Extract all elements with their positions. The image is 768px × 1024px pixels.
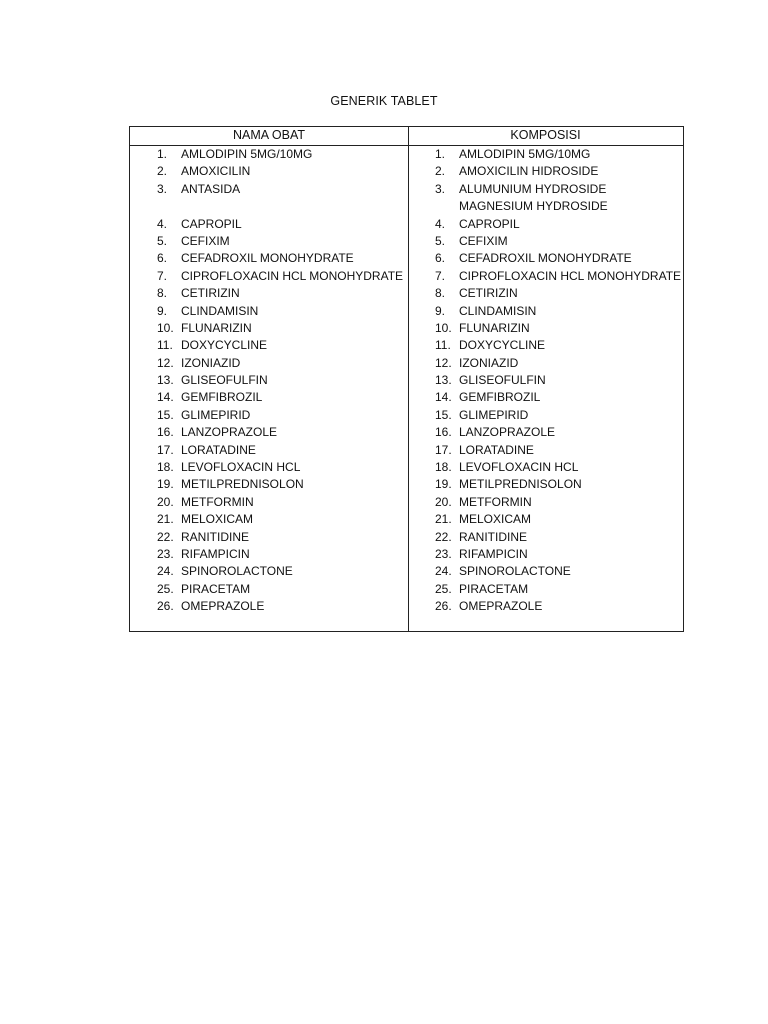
item-name: AMLODIPIN 5MG/10MG xyxy=(459,147,591,161)
list-item xyxy=(408,250,683,267)
item-name: LANZOPRAZOLE xyxy=(459,425,556,440)
list-item xyxy=(130,476,408,493)
list-item xyxy=(408,216,683,233)
item-number: 6. xyxy=(157,251,168,266)
item-number: 14. xyxy=(435,390,452,405)
item-number: 24. xyxy=(157,564,174,579)
item-name: MELOXICAM xyxy=(181,512,254,527)
item-name: AMLODIPIN 5MG/10MG xyxy=(181,147,313,161)
komposisi-list xyxy=(408,146,683,616)
item-name: SPINOROLACTONE xyxy=(181,564,293,579)
list-item xyxy=(408,459,683,476)
item-name: DOXYCYCLINE xyxy=(459,338,546,353)
item-number: 4. xyxy=(157,216,168,231)
header-komposisi: KOMPOSISI xyxy=(408,127,683,146)
item-number: 23. xyxy=(157,547,174,561)
item-number: 3. xyxy=(157,181,168,196)
item-name: CEFADROXIL MONOHYDRATE xyxy=(459,251,632,266)
column-komposisi xyxy=(408,127,683,631)
item-number: 19. xyxy=(157,477,174,492)
item-number: 12. xyxy=(157,355,174,370)
item-name: DOXYCYCLINE xyxy=(181,338,268,353)
item-name: FLUNARIZIN xyxy=(181,320,252,335)
item-number: 16. xyxy=(157,425,174,440)
item-number: 17. xyxy=(435,442,452,457)
item-number: 10. xyxy=(435,320,452,335)
item-name: METILPREDNISOLON xyxy=(181,477,304,492)
item-name: AMOXICILIN xyxy=(181,164,251,179)
list-item xyxy=(408,146,683,163)
list-item xyxy=(408,163,683,180)
item-name: GLIMEPIRID xyxy=(459,407,529,422)
item-name: ALUMUNIUM HYDROSIDE MAGNESIUM HYDROSIDE xyxy=(459,181,608,214)
list-item xyxy=(408,181,683,216)
list-item xyxy=(408,442,683,459)
item-number: 3. xyxy=(435,181,446,196)
list-item xyxy=(408,494,683,511)
item-name: CEFADROXIL MONOHYDRATE xyxy=(181,251,354,266)
item-name: LORATADINE xyxy=(181,442,256,457)
item-name: GLISEOFULFIN xyxy=(181,373,268,388)
item-number: 8. xyxy=(435,286,446,301)
item-number: 13. xyxy=(157,373,174,388)
item-name: IZONIAZID xyxy=(181,355,241,370)
item-name: OMEPRAZOLE xyxy=(459,599,543,614)
item-name: PIRACETAM xyxy=(459,581,529,596)
item-number: 16. xyxy=(435,425,452,440)
item-name: LEVOFLOXACIN HCL xyxy=(181,460,301,475)
item-name: CIPROFLOXACIN HCL MONOHYDRATE xyxy=(181,268,404,283)
drug-table xyxy=(129,126,684,632)
item-name: AMOXICILIN HIDROSIDE xyxy=(459,164,599,179)
list-item xyxy=(130,389,408,406)
list-item xyxy=(130,303,408,320)
item-number: 14. xyxy=(157,390,174,405)
list-item xyxy=(408,337,683,354)
item-name: CLINDAMISIN xyxy=(181,303,259,318)
list-item xyxy=(130,442,408,459)
item-name: GLIMEPIRID xyxy=(181,407,251,422)
list-item xyxy=(130,424,408,441)
item-number: 20. xyxy=(435,494,452,509)
item-number: 2. xyxy=(157,164,168,179)
item-name: RANITIDINE xyxy=(181,529,250,544)
item-name: CIPROFLOXACIN HCL MONOHYDRATE xyxy=(459,268,682,283)
list-item xyxy=(130,355,408,372)
item-number: 7. xyxy=(157,268,168,283)
list-item xyxy=(130,407,408,424)
item-name: CETIRIZIN xyxy=(181,286,240,301)
item-number: 5. xyxy=(157,233,168,248)
item-name: MELOXICAM xyxy=(459,512,532,527)
item-name: RIFAMPICIN xyxy=(181,547,250,561)
item-name: CAPROPIL xyxy=(459,216,520,231)
item-number: 21. xyxy=(435,512,452,527)
item-number: 13. xyxy=(435,373,452,388)
item-name: SPINOROLACTONE xyxy=(459,564,571,579)
item-name: IZONIAZID xyxy=(459,355,519,370)
list-item xyxy=(130,459,408,476)
list-item xyxy=(408,598,683,615)
item-number: 17. xyxy=(157,442,174,457)
item-number: 6. xyxy=(435,251,446,266)
item-number: 20. xyxy=(157,494,174,509)
list-item xyxy=(408,389,683,406)
item-number: 23. xyxy=(435,547,452,561)
item-number: 9. xyxy=(435,303,446,318)
item-name: CEFIXIM xyxy=(459,233,508,248)
item-name: PIRACETAM xyxy=(181,581,251,596)
item-name: METILPREDNISOLON xyxy=(459,477,582,492)
list-item xyxy=(408,546,683,563)
item-number: 1. xyxy=(435,147,446,161)
list-item xyxy=(408,372,683,389)
list-item xyxy=(408,529,683,546)
nama-obat-list xyxy=(130,146,408,616)
item-number: 10. xyxy=(157,320,174,335)
item-number: 22. xyxy=(435,529,452,544)
item-number: 11. xyxy=(435,338,451,353)
list-item xyxy=(408,407,683,424)
list-item xyxy=(130,581,408,598)
item-name: CAPROPIL xyxy=(181,216,242,231)
item-name: GLISEOFULFIN xyxy=(459,373,546,388)
item-number: 11. xyxy=(157,338,173,353)
item-name: GEMFIBROZIL xyxy=(181,390,263,405)
item-number: 5. xyxy=(435,233,446,248)
list-item xyxy=(130,337,408,354)
list-item xyxy=(130,494,408,511)
list-item xyxy=(130,285,408,302)
list-item xyxy=(130,563,408,580)
list-item xyxy=(130,268,408,285)
item-number: 4. xyxy=(435,216,446,231)
item-name: METFORMIN xyxy=(181,494,254,509)
list-item xyxy=(408,581,683,598)
item-name: GEMFIBROZIL xyxy=(459,390,541,405)
item-number: 26. xyxy=(157,599,174,614)
list-item xyxy=(408,511,683,528)
item-number: 15. xyxy=(157,407,174,422)
item-number: 22. xyxy=(157,529,174,544)
item-number: 15. xyxy=(435,407,452,422)
list-item xyxy=(130,511,408,528)
item-name: CEFIXIM xyxy=(181,233,230,248)
list-item xyxy=(130,598,408,615)
item-name: LORATADINE xyxy=(459,442,534,457)
item-name: CETIRIZIN xyxy=(459,286,518,301)
item-number: 24. xyxy=(435,564,452,579)
list-item xyxy=(408,563,683,580)
item-name: ANTASIDA xyxy=(181,181,241,196)
list-item xyxy=(130,181,408,216)
item-name: RIFAMPICIN xyxy=(459,547,528,561)
list-item xyxy=(408,355,683,372)
header-nama-obat: NAMA OBAT xyxy=(130,127,408,146)
item-number: 19. xyxy=(435,477,452,492)
item-number: 12. xyxy=(435,355,452,370)
item-number: 2. xyxy=(435,164,446,179)
list-item xyxy=(130,250,408,267)
list-item xyxy=(408,424,683,441)
item-number: 8. xyxy=(157,286,168,301)
item-name: FLUNARIZIN xyxy=(459,320,530,335)
item-number: 7. xyxy=(435,268,446,283)
item-number: 21. xyxy=(157,512,174,527)
item-number: 25. xyxy=(157,581,174,596)
item-name: CLINDAMISIN xyxy=(459,303,537,318)
list-item xyxy=(130,163,408,180)
list-item xyxy=(130,546,408,563)
list-item xyxy=(130,233,408,250)
item-name: OMEPRAZOLE xyxy=(181,599,265,614)
item-name: LANZOPRAZOLE xyxy=(181,425,278,440)
item-number: 26. xyxy=(435,599,452,614)
document-title: GENERIK TABLET xyxy=(330,94,438,108)
item-number: 18. xyxy=(435,460,452,475)
item-name: METFORMIN xyxy=(459,494,532,509)
list-item xyxy=(130,216,408,233)
list-item xyxy=(408,285,683,302)
item-name: RANITIDINE xyxy=(459,529,528,544)
list-item xyxy=(408,268,683,285)
item-number: 1. xyxy=(157,147,168,161)
list-item xyxy=(408,303,683,320)
list-item xyxy=(130,146,408,163)
item-number: 25. xyxy=(435,581,452,596)
item-name: LEVOFLOXACIN HCL xyxy=(459,460,579,475)
item-number: 18. xyxy=(157,460,174,475)
list-item xyxy=(408,476,683,493)
list-item xyxy=(408,233,683,250)
item-number: 9. xyxy=(157,303,168,318)
list-item xyxy=(130,372,408,389)
column-nama-obat xyxy=(130,127,409,631)
list-item xyxy=(130,529,408,546)
list-item xyxy=(408,320,683,337)
list-item xyxy=(130,320,408,337)
